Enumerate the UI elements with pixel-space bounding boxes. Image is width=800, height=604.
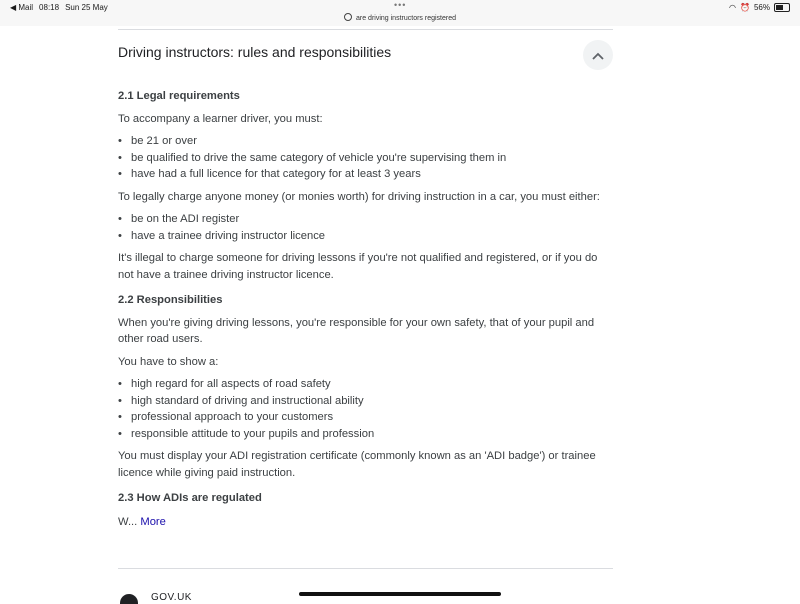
accordion-title[interactable]: Driving instructors: rules and responsibilities (118, 44, 392, 60)
paragraph: To legally charge anyone money (or monies worth) for driving instruction in a car, you must either: (118, 190, 600, 203)
accordion-content (118, 88, 613, 530)
multitasking-dots-icon[interactable]: ••• (394, 0, 407, 10)
divider (118, 29, 613, 30)
list-item: • high regard for all aspects of road safety (131, 376, 613, 393)
chevron-up-icon (592, 47, 604, 63)
status-date: Sun 25 May (65, 3, 108, 12)
charge-list (118, 211, 613, 244)
home-indicator[interactable] (299, 592, 501, 596)
status-bar (0, 0, 800, 26)
responsibilities-list (118, 376, 613, 442)
paragraph: You must display your ADI registration certificate (commonly known as an 'ADI badge') or trainee licence while giving paid instruction. (118, 450, 596, 479)
requirements-list (118, 133, 613, 183)
list-item: • responsible attitude to your pupils and profession (131, 426, 613, 443)
battery-icon (774, 3, 790, 12)
back-to-mail-link[interactable]: ◀ Mail (10, 3, 34, 12)
snippet-text: W... (118, 515, 138, 528)
snippet-line (118, 514, 613, 531)
list-item: • have had a full licence for that category for at least 3 years (131, 166, 613, 183)
list-item: • professional approach to your customers (131, 409, 613, 426)
divider (118, 568, 613, 569)
status-time: 08:18 (39, 3, 60, 12)
collapse-button[interactable] (583, 40, 613, 70)
section-heading-2-2: 2.2 Responsibilities (118, 294, 223, 306)
paragraph: When you're giving driving lessons, you're responsible for your own safety, that of your pupil and other road users. (118, 316, 595, 345)
paragraph: It's illegal to charge someone for driving lessons if you're not qualified and registered, or if you do not have a trainee driving instructor licence. (118, 252, 598, 281)
alarm-icon: ⏰ (740, 3, 750, 12)
list-item: • high standard of driving and instructional ability (131, 393, 613, 410)
more-link[interactable]: More (140, 515, 166, 528)
address-bar[interactable] (0, 12, 800, 22)
list-item: • be on the ADI register (131, 211, 613, 228)
address-bar-text: are driving instructors registered (356, 15, 456, 22)
list-item: • be 21 or over (131, 133, 613, 150)
list-item: • have a trainee driving instructor licence (131, 228, 613, 245)
battery-percent: 56% (753, 3, 770, 12)
list-item: • be qualified to drive the same category of vehicle you're supervising them in (131, 150, 613, 167)
section-heading-2-3: 2.3 How ADIs are regulated (118, 492, 262, 504)
paragraph: You have to show a: (118, 355, 219, 368)
wifi-icon: ◠ (729, 3, 737, 12)
paragraph: To accompany a learner driver, you must: (118, 112, 323, 125)
section-heading-2-1: 2.1 Legal requirements (118, 90, 240, 102)
source-logo-icon (120, 594, 138, 604)
source-name[interactable]: GOV.UK (151, 592, 192, 603)
search-icon (344, 13, 352, 21)
